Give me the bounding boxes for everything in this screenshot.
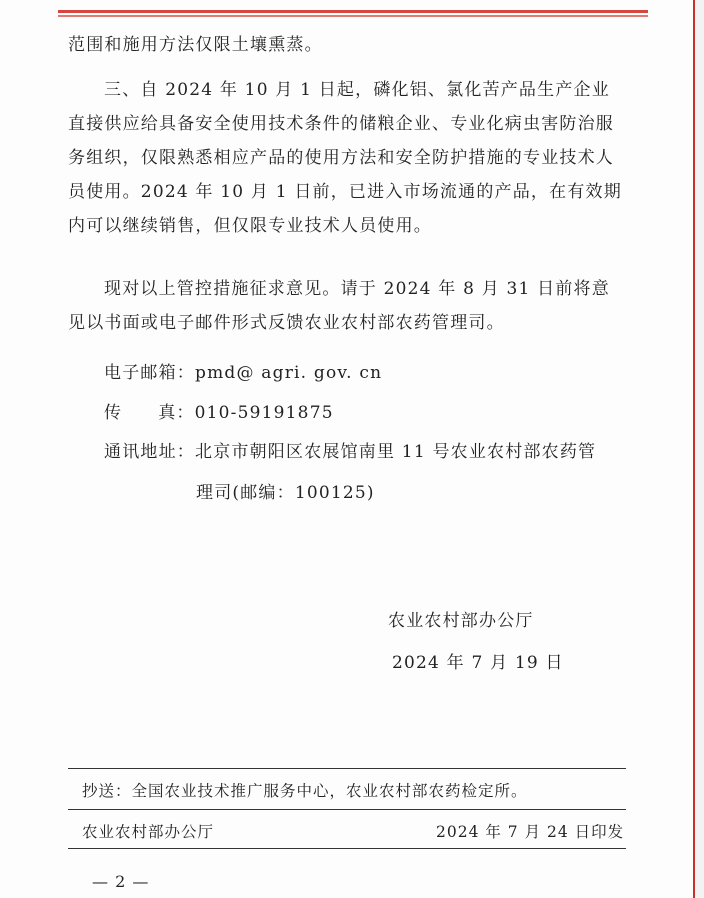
address-label: 通讯地址：: [104, 442, 195, 462]
cc-line: 抄送：全国农业技术推广服务中心，农业农村部农药检定所。: [82, 782, 528, 800]
email-line: [104, 358, 382, 383]
email-value: pmd@ agri. gov. cn: [195, 363, 383, 383]
fax-label-2: 真：: [158, 403, 195, 423]
address-value-1: 北京市朝阳区农展馆南里 11 号农业农村部农药管: [195, 442, 597, 462]
page-number: — 2 —: [92, 872, 150, 891]
paragraph-request-comments: 现对以上管控措施征求意见。请于 2024 年 8 月 31 日前将意见以书面或电子邮件形式反馈农业农村部农药管理司。: [68, 279, 610, 333]
footer-rule-middle: [68, 809, 626, 810]
header-red-rule: [58, 10, 648, 13]
address-line: [104, 437, 596, 462]
footer-rule-bottom: [68, 848, 626, 849]
print-date: 2024 年 7 月 24 日印发: [436, 823, 625, 841]
header-red-rule-thin: [58, 15, 648, 17]
fax-line: [104, 398, 334, 423]
issuer: 农业农村部办公厅: [82, 823, 215, 841]
email-label: 电子邮箱：: [104, 363, 195, 383]
paragraph-section-three: 三、自 2024 年 10 月 1 日起，磷化铝、氯化苦产品生产企业直接供应给具备安全使用技术条件的储粮企业、专业化病虫害防治服务组织，仅限熟悉相应产品的使用方法和安全防护措施的专业技术人员使用。2024 年 10 月 1 日前，已进入市场流通的产品，在有效期内可以继续销售，但仅限专业技术人员使用。: [68, 80, 622, 236]
footer-rule-top: [68, 768, 626, 769]
fax-label-1: 传: [104, 403, 123, 423]
fax-value: 010-59191875: [194, 403, 334, 423]
paragraph-continuation: 范围和施用方法仅限土壤熏蒸。: [68, 35, 323, 55]
signature-org: 农业农村部办公厅: [388, 611, 534, 631]
signature-date: 2024 年 7 月 19 日: [392, 653, 564, 673]
address-line-2: 理司(邮编：100125): [196, 483, 375, 503]
